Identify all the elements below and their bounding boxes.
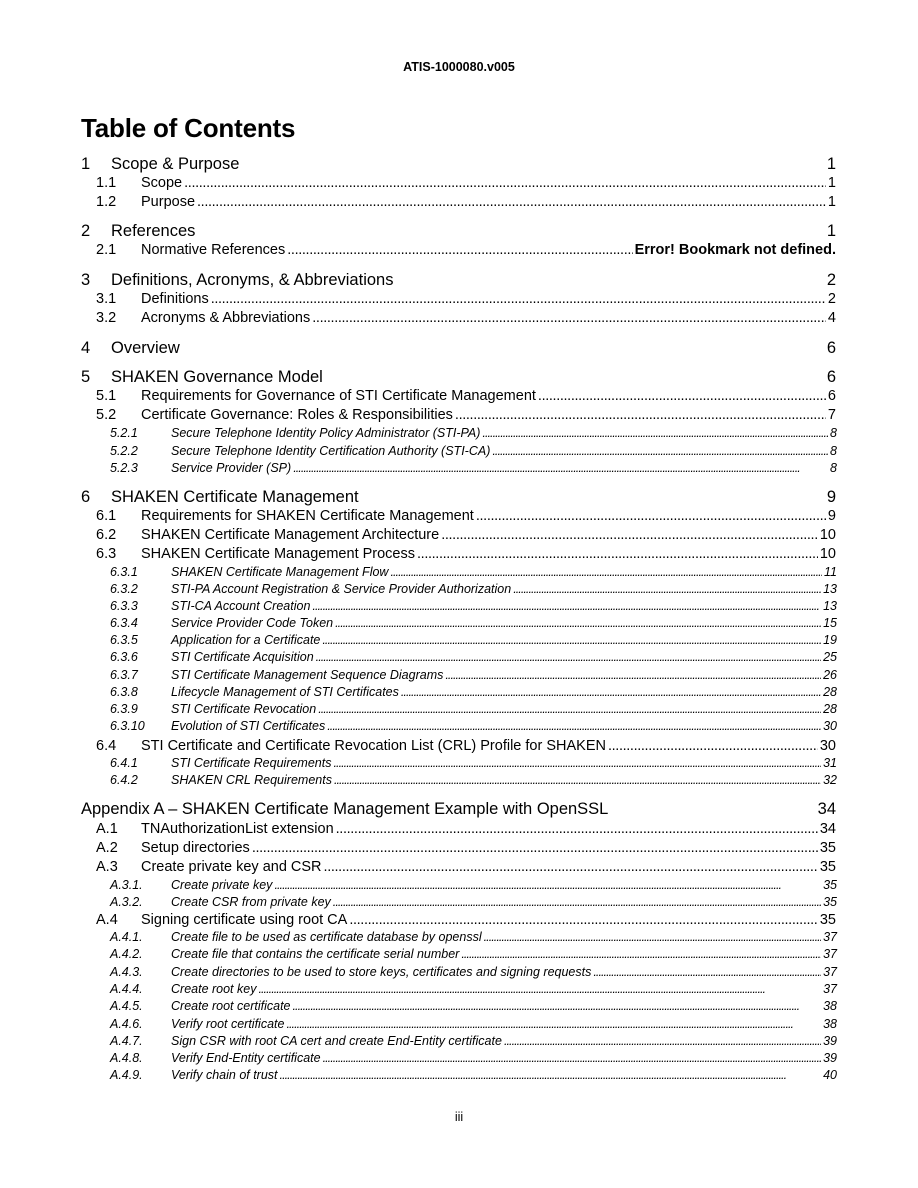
toc-entry[interactable]	[110, 702, 837, 716]
toc-entry-label: Create file to be used as certificate database by openssl	[171, 930, 482, 944]
toc-entry-number: 6.1	[96, 508, 117, 524]
toc-entry-number: A.4.7.	[110, 1034, 143, 1048]
toc-entry[interactable]	[96, 175, 836, 191]
toc-entry-page: 35	[819, 912, 836, 928]
toc-entry-number: 1.1	[96, 175, 117, 191]
toc-entry-label: Normative References	[141, 242, 286, 258]
toc-dot-leader	[323, 1051, 822, 1065]
page-title: Table of Contents	[81, 113, 296, 143]
toc-entry-number: A.4.3.	[110, 965, 143, 979]
toc-entry-page: 26	[823, 668, 837, 682]
toc-entry-number: 6.3.3	[110, 599, 138, 613]
toc-entry-page: 40	[823, 1068, 837, 1082]
toc-entry[interactable]	[110, 685, 837, 699]
toc-entry[interactable]	[96, 407, 836, 423]
toc-entry-page: 30	[823, 719, 837, 733]
toc-entry-page: 15	[823, 616, 837, 630]
toc-entry-page: 8	[830, 444, 837, 458]
toc-entry-page: 35	[819, 859, 836, 875]
toc-dot-leader	[461, 947, 821, 961]
toc-entry-page: 6	[826, 339, 836, 357]
toc-entry-label: Service Provider Code Token	[171, 616, 334, 630]
toc-dot-leader	[482, 426, 828, 440]
toc-entry[interactable]	[110, 1051, 837, 1065]
toc-entry[interactable]	[81, 271, 836, 290]
toc-entry[interactable]	[110, 426, 837, 440]
toc-dot-leader	[211, 291, 826, 307]
toc-entry-number: 3	[81, 271, 91, 289]
toc-entry-number: 3.2	[96, 310, 117, 326]
toc-entry-label: Verify End-Entity certificate	[171, 1051, 321, 1065]
toc-entry-label: Create root key	[171, 982, 257, 996]
toc-entry-label: Requirements for Governance of STI Certificate Management	[141, 388, 536, 404]
toc-entry-page: 1	[826, 155, 836, 173]
toc-entry-page: 31	[823, 756, 837, 770]
toc-dot-leader	[280, 1068, 822, 1082]
toc-entry-number: A.2	[96, 840, 118, 856]
toc-dot-leader	[445, 668, 821, 682]
toc-entry-label: SHAKEN Certificate Management	[111, 488, 359, 506]
toc-dot-leader	[312, 310, 826, 326]
toc-entry-number: 6.3	[96, 546, 117, 562]
toc-entry-page: 28	[823, 702, 837, 716]
toc-entry-page: 39	[823, 1034, 837, 1048]
toc-entry-label: Secure Telephone Identity Policy Administrator (STI-PA)	[171, 426, 481, 440]
toc-entry-label: STI Certificate Management Sequence Diagrams	[171, 668, 444, 682]
toc-entry-number: 6.3.8	[110, 685, 138, 699]
toc-entry-page: 37	[823, 930, 837, 944]
toc-entry[interactable]	[110, 947, 837, 961]
toc-entry[interactable]	[96, 508, 836, 524]
toc-entry-page: 4	[827, 310, 836, 326]
toc-entry-number: A.4.6.	[110, 1017, 143, 1031]
toc-entry[interactable]	[96, 840, 836, 856]
toc-entry-number: A.4.4.	[110, 982, 143, 996]
toc-entry-page: 30	[819, 738, 836, 754]
toc-entry-label: Create root certificate	[171, 999, 291, 1013]
toc-entry-number: A.4	[96, 912, 118, 928]
toc-entry-label: Acronyms & Abbreviations	[141, 310, 311, 326]
toc-entry-page: 1	[827, 175, 836, 191]
toc-entry-label: SHAKEN Certificate Management Flow	[171, 565, 389, 579]
toc-entry[interactable]	[96, 859, 836, 875]
toc-entry[interactable]	[96, 821, 836, 837]
toc-entry[interactable]	[96, 291, 836, 307]
toc-entry-page: 19	[823, 633, 837, 647]
toc-entry-number: 6.3.1	[110, 565, 138, 579]
toc-entry-label: Evolution of STI Certificates	[171, 719, 326, 733]
toc-entry-number: 5.1	[96, 388, 117, 404]
toc-entry-label: Definitions, Acronyms, & Abbreviations	[111, 271, 394, 289]
toc-dot-leader	[318, 702, 821, 716]
toc-entry-label: Create CSR from private key	[171, 895, 331, 909]
toc-entry[interactable]	[96, 310, 836, 326]
toc-entry-page: 34	[819, 821, 836, 837]
toc-entry-page: 11	[824, 565, 837, 579]
toc-entry-page: 13	[823, 582, 837, 596]
toc-entry-page: 1	[826, 222, 836, 240]
toc-dot-leader	[441, 527, 818, 543]
toc-dot-leader	[484, 930, 821, 944]
toc-entry-page: 10	[819, 527, 836, 543]
toc-entry-label: Purpose	[141, 194, 196, 210]
toc-entry-page: 25	[823, 650, 837, 664]
toc-dot-leader	[316, 650, 821, 664]
toc-dot-leader	[608, 738, 818, 754]
toc-entry-label: SHAKEN Certificate Management Architecture	[141, 527, 440, 543]
toc-entry-label: Create file that contains the certificate serial number	[171, 947, 460, 961]
toc-entry-number: 1.2	[96, 194, 117, 210]
toc-entry-number: 5	[81, 368, 91, 386]
toc-entry[interactable]	[110, 582, 837, 596]
toc-entry-number: 6.2	[96, 527, 117, 543]
toc-entry[interactable]	[110, 756, 837, 770]
toc-entry-number: 6.4.1	[110, 756, 138, 770]
toc-entry[interactable]	[96, 194, 836, 210]
toc-dot-leader	[334, 773, 821, 787]
toc-entry-label: Create private key	[171, 878, 273, 892]
toc-entry-number: A.1	[96, 821, 118, 837]
toc-entry-label: STI Certificate Acquisition	[171, 650, 314, 664]
toc-entry-label: Create directories to be used to store keys, certificates and signing requests	[171, 965, 592, 979]
toc-entry[interactable]	[96, 912, 836, 928]
toc-entry-label: STI-CA Account Creation	[171, 599, 311, 613]
toc-entry-page: 37	[823, 982, 837, 996]
toc-entry-label: Verify chain of trust	[171, 1068, 278, 1082]
toc-entry-label: Scope & Purpose	[111, 155, 240, 173]
toc-entry-page: 34	[817, 800, 836, 818]
toc-entry-number: 3.1	[96, 291, 117, 307]
toc-entry-number: 6.3.6	[110, 650, 138, 664]
toc-dot-leader	[349, 912, 818, 928]
toc-entry[interactable]	[96, 546, 836, 562]
toc-entry-label: References	[111, 222, 196, 240]
toc-entry[interactable]	[81, 800, 836, 819]
toc-dot-leader	[335, 616, 821, 630]
toc-dot-leader	[197, 194, 826, 210]
toc-entry-number: A.3	[96, 859, 118, 875]
toc-entry[interactable]	[96, 527, 836, 543]
toc-dot-leader	[322, 633, 821, 647]
toc-entry-page: 7	[827, 407, 836, 423]
toc-entry-page: 8	[830, 461, 837, 475]
toc-entry-number: A.4.1.	[110, 930, 143, 944]
toc-entry[interactable]	[110, 878, 837, 892]
toc-entry-page: 2	[826, 271, 836, 289]
toc-dot-leader	[184, 175, 826, 191]
toc-entry[interactable]	[110, 633, 837, 647]
toc-entry-number: A.4.8.	[110, 1051, 143, 1065]
toc-entry-page: 32	[823, 773, 837, 787]
toc-entry[interactable]	[110, 668, 837, 682]
toc-dot-leader	[286, 1017, 821, 1031]
toc-entry-label: Service Provider (SP)	[171, 461, 292, 475]
toc-entry[interactable]	[96, 388, 836, 404]
toc-entry[interactable]	[110, 1034, 837, 1048]
toc-entry-page: 35	[819, 840, 836, 856]
toc-entry[interactable]	[110, 719, 837, 733]
toc-entry[interactable]	[96, 738, 836, 754]
toc-dot-leader	[390, 565, 822, 579]
toc-dot-leader	[492, 444, 828, 458]
toc-entry-number: 5.2.3	[110, 461, 138, 475]
toc-entry-label: Requirements for SHAKEN Certificate Management	[141, 508, 474, 524]
toc-entry-page: 38	[823, 999, 837, 1013]
toc-entry-number: 6.4	[96, 738, 117, 754]
toc-entry-label: STI Certificate Requirements	[171, 756, 332, 770]
toc-entry-number: A.4.2.	[110, 947, 143, 961]
toc-dot-leader	[258, 982, 821, 996]
toc-entry[interactable]	[110, 999, 837, 1013]
toc-entry[interactable]	[110, 895, 837, 909]
toc-entry-label: Lifecycle Management of STI Certificates	[171, 685, 399, 699]
toc-dot-leader	[324, 859, 818, 875]
toc-entry-label: Verify root certificate	[171, 1017, 285, 1031]
toc-entry[interactable]	[110, 1068, 837, 1082]
toc-dot-leader	[336, 821, 818, 837]
toc-entry-number: 6.3.2	[110, 582, 138, 596]
toc-entry[interactable]	[81, 368, 836, 387]
toc-entry-number: 6.3.10	[110, 719, 145, 733]
toc-entry-page: 6	[826, 368, 836, 386]
toc-entry-page: 1	[827, 194, 836, 210]
toc-entry-page: 6	[827, 388, 836, 404]
toc-entry-label: Certificate Governance: Roles & Responsibilities	[141, 407, 453, 423]
toc-entry[interactable]	[81, 339, 836, 358]
toc-dot-leader	[513, 582, 821, 596]
toc-dot-leader	[455, 407, 826, 423]
toc-entry-number: 6.3.7	[110, 668, 138, 682]
toc-entry-label: Secure Telephone Identity Certification Authority (STI-CA)	[171, 444, 491, 458]
toc-entry-label: Application for a Certificate	[171, 633, 321, 647]
toc-entry-label: STI Certificate and Certificate Revocation List (CRL) Profile for SHAKEN	[141, 738, 606, 754]
toc-entry-number: 4	[81, 339, 91, 357]
toc-entry-page: 10	[819, 546, 836, 562]
toc-entry[interactable]	[81, 222, 836, 241]
toc-entry-page: 35	[823, 878, 837, 892]
toc-entry-number: 6.3.9	[110, 702, 138, 716]
toc-dot-leader	[333, 756, 821, 770]
toc-entry-number: A.3.1.	[110, 878, 143, 892]
toc-entry[interactable]	[110, 965, 837, 979]
toc-entry-label: SHAKEN CRL Requirements	[171, 773, 332, 787]
toc-entry-label: Sign CSR with root CA cert and create End-Entity certificate	[171, 1034, 502, 1048]
toc-entry-page: 37	[823, 947, 837, 961]
toc-entry-label: Setup directories	[141, 840, 250, 856]
toc-entry-page: 37	[823, 965, 837, 979]
toc-entry-number: 2.1	[96, 242, 117, 258]
toc-entry-label: STI Certificate Revocation	[171, 702, 317, 716]
toc-entry-label: Definitions	[141, 291, 209, 307]
toc-entry[interactable]	[110, 444, 837, 458]
toc-entry-number: A.4.5.	[110, 999, 143, 1013]
page-number: iii	[454, 1110, 464, 1124]
toc-entry-label: Overview	[111, 339, 180, 357]
toc-entry[interactable]	[110, 982, 837, 996]
toc-entry-number: 6	[81, 488, 91, 506]
toc-dot-leader	[293, 461, 828, 475]
toc-entry-page: 9	[826, 488, 836, 506]
toc-entry-number: A.4.9.	[110, 1068, 143, 1082]
toc-entry-page: 35	[823, 895, 837, 909]
toc-entry[interactable]	[110, 650, 837, 664]
toc-entry-number: 1	[81, 155, 91, 173]
toc-dot-leader	[274, 878, 821, 892]
toc-entry-number: 5.2	[96, 407, 117, 423]
toc-dot-leader	[504, 1034, 821, 1048]
toc-entry-number: 2	[81, 222, 91, 240]
toc-entry[interactable]	[110, 461, 837, 475]
toc-entry[interactable]	[96, 242, 836, 258]
toc-entry-label: Signing certificate using root CA	[141, 912, 348, 928]
toc-entry-page: Error! Bookmark not defined.	[634, 242, 836, 258]
toc-entry-page: 13	[823, 599, 837, 613]
toc-entry-page: 2	[827, 291, 836, 307]
toc-entry-label: Scope	[141, 175, 183, 191]
toc-dot-leader	[312, 599, 821, 613]
toc-entry[interactable]	[110, 1017, 837, 1031]
toc-entry-label: Create private key and CSR	[141, 859, 322, 875]
toc-entry[interactable]	[110, 616, 837, 630]
toc-entry[interactable]	[110, 565, 837, 579]
toc-entry[interactable]	[81, 488, 836, 507]
toc-entry-number: 5.2.2	[110, 444, 138, 458]
toc-entry-number: 6.4.2	[110, 773, 138, 787]
toc-dot-leader	[538, 388, 826, 404]
toc-entry-page: 39	[823, 1051, 837, 1065]
toc-dot-leader	[333, 895, 821, 909]
toc-dot-leader	[287, 242, 632, 258]
toc-entry[interactable]	[110, 773, 837, 787]
toc-dot-leader	[252, 840, 818, 856]
toc-entry[interactable]	[110, 930, 837, 944]
toc-dot-leader	[327, 719, 821, 733]
toc-entry[interactable]	[110, 599, 837, 613]
toc-entry-page: 38	[823, 1017, 837, 1031]
toc-entry-number: 6.3.4	[110, 616, 138, 630]
toc-entry-page: 28	[823, 685, 837, 699]
toc-entry-label: Appendix A – SHAKEN Certificate Management Example with OpenSSL	[81, 800, 609, 818]
toc-dot-leader	[401, 685, 821, 699]
toc-dot-leader	[476, 508, 826, 524]
toc-dot-leader	[293, 999, 822, 1013]
toc-entry[interactable]	[81, 155, 836, 174]
toc-entry-number: 5.2.1	[110, 426, 138, 440]
toc-entry-number: A.3.2.	[110, 895, 143, 909]
toc-entry-page: 8	[830, 426, 837, 440]
toc-entry-label: STI-PA Account Registration & Service Provider Authorization	[171, 582, 512, 596]
page-header: ATIS-1000080.v005	[403, 60, 515, 74]
toc-entry-label: TNAuthorizationList extension	[141, 821, 334, 837]
toc-entry-number: 6.3.5	[110, 633, 138, 647]
toc-entry-label: SHAKEN Certificate Management Process	[141, 546, 415, 562]
toc-entry-page: 9	[827, 508, 836, 524]
toc-entry-label: SHAKEN Governance Model	[111, 368, 323, 386]
toc-dot-leader	[417, 546, 818, 562]
toc-dot-leader	[593, 965, 821, 979]
